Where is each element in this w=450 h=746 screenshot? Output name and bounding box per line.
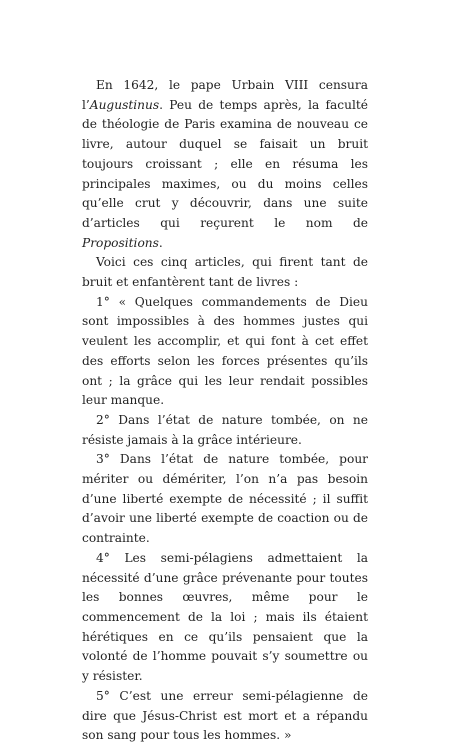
paragraph-article-4: 4° Les semi-pélagiens admettaient la nécessité d’une grâce prévenante pour toutes les bonnes œuvres, même pour le commencement de la loi ; mais ils étaient hérétiques en ce qu’ils pensaient que la volonté de l’homme pouvait s’y soumettre ou y résister. (82, 550, 368, 684)
paragraph-intro (82, 76, 368, 253)
term-propositions: Propositions (82, 235, 159, 250)
intro-text-2: . Peu de temps après, la faculté de théologie de Paris examina de nouveau ce livre, autour duquel se faisait un bruit toujours croissant ; elle en résuma les principales maximes, ou du moins celles qu’elle crut y découvrir, dans une suite d’articles qui reçurent le nom de (82, 97, 368, 230)
body-text (82, 76, 368, 746)
paragraph-article-1: 1° « Quelques commandements de Dieu sont impossibles à des hommes justes qui veulent les accomplir, et qui font à cet effet des efforts selon les forces présentes qu’ils ont ; la grâce qui les leur rendait possibles leur manque. (82, 294, 368, 408)
title-augustinus: Augustinus (89, 97, 160, 112)
paragraph-article-2: 2° Dans l’état de nature tombée, on ne résiste jamais à la grâce intérieure. (82, 412, 368, 447)
intro-text-1: En 1642, le pape Urbain VIII censura l’ (82, 78, 368, 112)
paragraph-articles-intro: Voici ces cinq articles, qui firent tant de bruit et enfantèrent tant de livres : (82, 255, 368, 290)
intro-text-3: . (158, 235, 163, 250)
paragraph-article-3: 3° Dans l’état de nature tombée, pour mériter ou démériter, l’on n’a pas besoin d’une liberté exempte de nécessité ; il suffit d’avoir une liberté exempte de coaction ou de contrainte. (82, 452, 368, 546)
paragraph-article-5: 5° C’est une erreur semi-pélagienne de dire que Jésus-Christ est mort et a répandu son sang pour tous les hommes. » (82, 688, 368, 743)
